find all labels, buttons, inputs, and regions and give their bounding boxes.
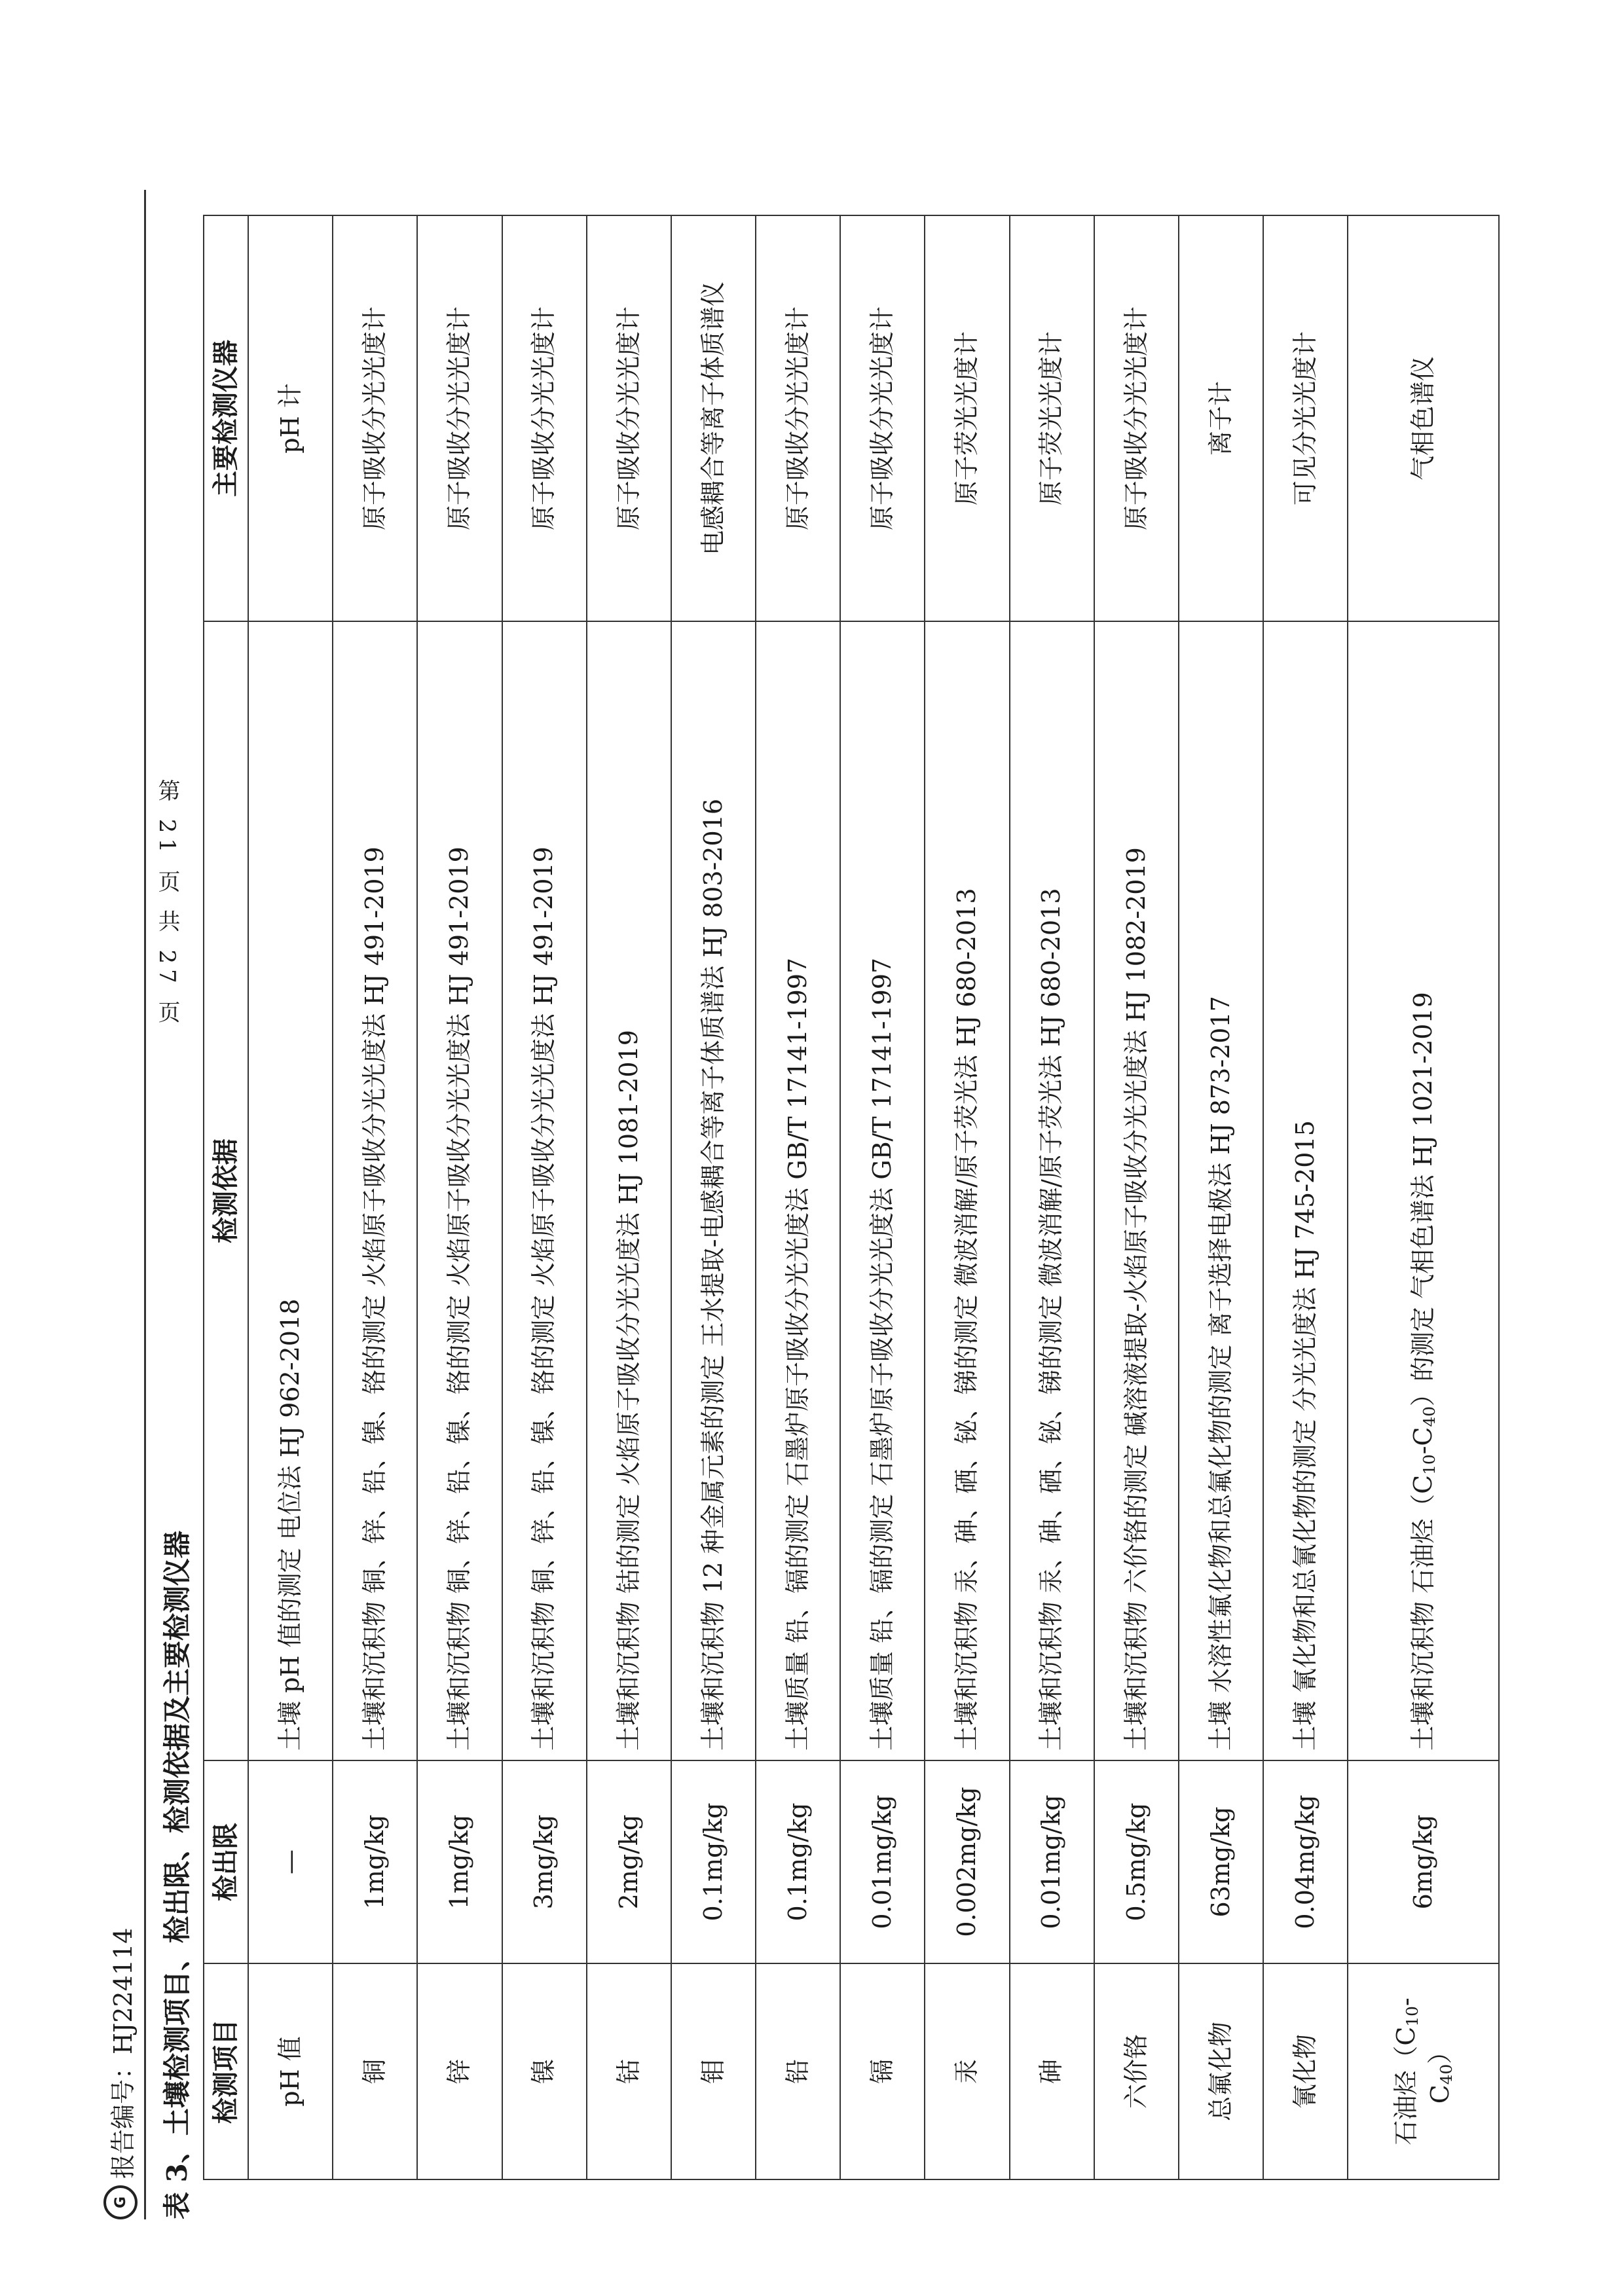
cell-instrument: 电感耦合等离子体质谱仪 bbox=[671, 215, 756, 621]
cell-limit: 63mg/kg bbox=[1179, 1760, 1263, 1963]
cell-instrument: pH 计 bbox=[248, 215, 333, 621]
cell-item: 锌 bbox=[417, 1963, 502, 2179]
table-row bbox=[840, 215, 925, 2179]
cell-basis-part: ）的测定 气相色谱法 HJ 1021-2019 bbox=[1408, 992, 1437, 1407]
rotated-page-content bbox=[98, 190, 1506, 2219]
cell-basis: 土壤和沉积物 铜、锌、铅、镍、铬的测定 火焰原子吸收分光光度法 HJ 491-2019 bbox=[502, 621, 587, 1760]
cell-basis-part: -C bbox=[1408, 1427, 1437, 1455]
report-number-label: 报告编号：HJ224114 bbox=[108, 1927, 138, 2179]
table-row bbox=[1348, 215, 1499, 2179]
cell-item: 镍 bbox=[502, 1963, 587, 2179]
table-row bbox=[333, 215, 417, 2179]
table-row bbox=[1179, 215, 1263, 2179]
cell-limit: 0.1mg/kg bbox=[756, 1760, 840, 1963]
cell-item-part: ） bbox=[1425, 2039, 1454, 2064]
table-caption: 表 3、土壤检测项目、检出限、检测依据及主要检测仪器 bbox=[161, 1531, 193, 2219]
cell-item: 铜 bbox=[333, 1963, 417, 2179]
header-divider bbox=[144, 190, 146, 2219]
cell-basis-part: 40 bbox=[1419, 1406, 1439, 1427]
cell-basis bbox=[1348, 621, 1499, 1760]
cell-instrument: 原子荧光光度计 bbox=[1010, 215, 1094, 621]
header-item: 检测项目 bbox=[204, 1963, 248, 2179]
table-header-row bbox=[204, 215, 248, 2179]
cell-item: 六价铬 bbox=[1094, 1963, 1179, 2179]
cell-instrument: 原子荧光光度计 bbox=[925, 215, 1009, 621]
cell-instrument: 原子吸收分光光度计 bbox=[502, 215, 587, 621]
cell-instrument: 原子吸收分光光度计 bbox=[333, 215, 417, 621]
cell-instrument: 可见分光光度计 bbox=[1263, 215, 1348, 621]
table-row bbox=[1263, 215, 1348, 2179]
cell-limit: 3mg/kg bbox=[502, 1760, 587, 1963]
cell-limit: 0.01mg/kg bbox=[1010, 1760, 1094, 1963]
cell-basis-part: 10 bbox=[1419, 1454, 1439, 1475]
cell-instrument: 原子吸收分光光度计 bbox=[756, 215, 840, 621]
cell-basis: 土壤和沉积物 汞、砷、硒、铋、锑的测定 微波消解/原子荧光法 HJ 680-2013 bbox=[925, 621, 1009, 1760]
table-row bbox=[1010, 215, 1094, 2179]
table-row bbox=[248, 215, 333, 2179]
cell-basis: 土壤 氰化物和总氰化物的测定 分光光度法 HJ 745-2015 bbox=[1263, 621, 1348, 1760]
table-row bbox=[1094, 215, 1179, 2179]
table-row bbox=[671, 215, 756, 2179]
cell-item: pH 值 bbox=[248, 1963, 333, 2179]
cell-basis: 土壤和沉积物 六价铬的测定 碱溶液提取-火焰原子吸收分光光度法 HJ 1082-2019 bbox=[1094, 621, 1179, 1760]
cell-item: 铅 bbox=[756, 1963, 840, 2179]
cell-limit: 1mg/kg bbox=[333, 1760, 417, 1963]
cell-limit: 1mg/kg bbox=[417, 1760, 502, 1963]
cell-item-part: 石油烃（C bbox=[1392, 2026, 1421, 2145]
cell-item bbox=[1348, 1963, 1499, 2179]
cell-item-part: 10 bbox=[1403, 2006, 1422, 2027]
header-limit: 检出限 bbox=[204, 1760, 248, 1963]
cell-item: 总氟化物 bbox=[1179, 1963, 1263, 2179]
cell-limit: 0.5mg/kg bbox=[1094, 1760, 1179, 1963]
cell-basis: 土壤 水溶性氟化物和总氟化物的测定 离子选择电极法 HJ 873-2017 bbox=[1179, 621, 1263, 1760]
cell-limit: 0.01mg/kg bbox=[840, 1760, 925, 1963]
header-instrument: 主要检测仪器 bbox=[204, 215, 248, 621]
cell-instrument: 离子计 bbox=[1179, 215, 1263, 621]
cell-basis: 土壤和沉积物 铜、锌、铅、镍、铬的测定 火焰原子吸收分光光度法 HJ 491-2019 bbox=[417, 621, 502, 1760]
cell-limit: 0.002mg/kg bbox=[925, 1760, 1009, 1963]
table-row bbox=[756, 215, 840, 2179]
table-row bbox=[417, 215, 502, 2179]
table-row bbox=[502, 215, 587, 2179]
cell-basis: 土壤和沉积物 汞、砷、硒、铋、锑的测定 微波消解/原子荧光法 HJ 680-2013 bbox=[1010, 621, 1094, 1760]
table-row bbox=[925, 215, 1009, 2179]
cell-instrument: 原子吸收分光光度计 bbox=[587, 215, 671, 621]
cell-item-part: 40 bbox=[1436, 2064, 1456, 2085]
cell-limit: 6mg/kg bbox=[1348, 1760, 1499, 1963]
cell-basis: 土壤和沉积物 铜、锌、铅、镍、铬的测定 火焰原子吸收分光光度法 HJ 491-2019 bbox=[333, 621, 417, 1760]
cell-basis: 土壤 pH 值的测定 电位法 HJ 962-2018 bbox=[248, 621, 333, 1760]
cell-instrument: 原子吸收分光光度计 bbox=[417, 215, 502, 621]
cell-basis: 土壤质量 铅、镉的测定 石墨炉原子吸收分光光度法 GB/T 17141-1997 bbox=[756, 621, 840, 1760]
cell-instrument: 原子吸收分光光度计 bbox=[840, 215, 925, 621]
cell-item: 钴 bbox=[587, 1963, 671, 2179]
table-row bbox=[587, 215, 671, 2179]
cell-limit: 0.1mg/kg bbox=[671, 1760, 756, 1963]
cell-item: 钼 bbox=[671, 1963, 756, 2179]
cell-instrument: 原子吸收分光光度计 bbox=[1094, 215, 1179, 621]
cell-item: 氰化物 bbox=[1263, 1963, 1348, 2179]
cell-basis-part: 土壤和沉积物 石油烃（C bbox=[1408, 1474, 1437, 1751]
cell-instrument: 气相色谱仪 bbox=[1348, 215, 1499, 621]
report-number bbox=[102, 1928, 139, 2219]
cell-item: 汞 bbox=[925, 1963, 1009, 2179]
detection-table bbox=[203, 215, 1500, 2180]
header-basis: 检测依据 bbox=[204, 621, 248, 1760]
cell-item-part: -C bbox=[1392, 1997, 1454, 2104]
cell-basis: 土壤和沉积物 12 种金属元素的测定 王水提取-电感耦合等离子体质谱法 HJ 803-2016 bbox=[671, 621, 756, 1760]
cell-limit: — bbox=[248, 1760, 333, 1963]
cell-item: 砷 bbox=[1010, 1963, 1094, 2179]
cell-limit: 2mg/kg bbox=[587, 1760, 671, 1963]
cell-limit: 0.04mg/kg bbox=[1263, 1760, 1348, 1963]
cell-basis: 土壤和沉积物 钴的测定 火焰原子吸收分光光度法 HJ 1081-2019 bbox=[587, 621, 671, 1760]
cell-basis: 土壤质量 铅、镉的测定 石墨炉原子吸收分光光度法 GB/T 17141-1997 bbox=[840, 621, 925, 1760]
page-number: 第 21 页 共 27 页 bbox=[154, 778, 180, 1029]
company-logo-icon: G bbox=[103, 2185, 138, 2219]
cell-item: 镉 bbox=[840, 1963, 925, 2179]
